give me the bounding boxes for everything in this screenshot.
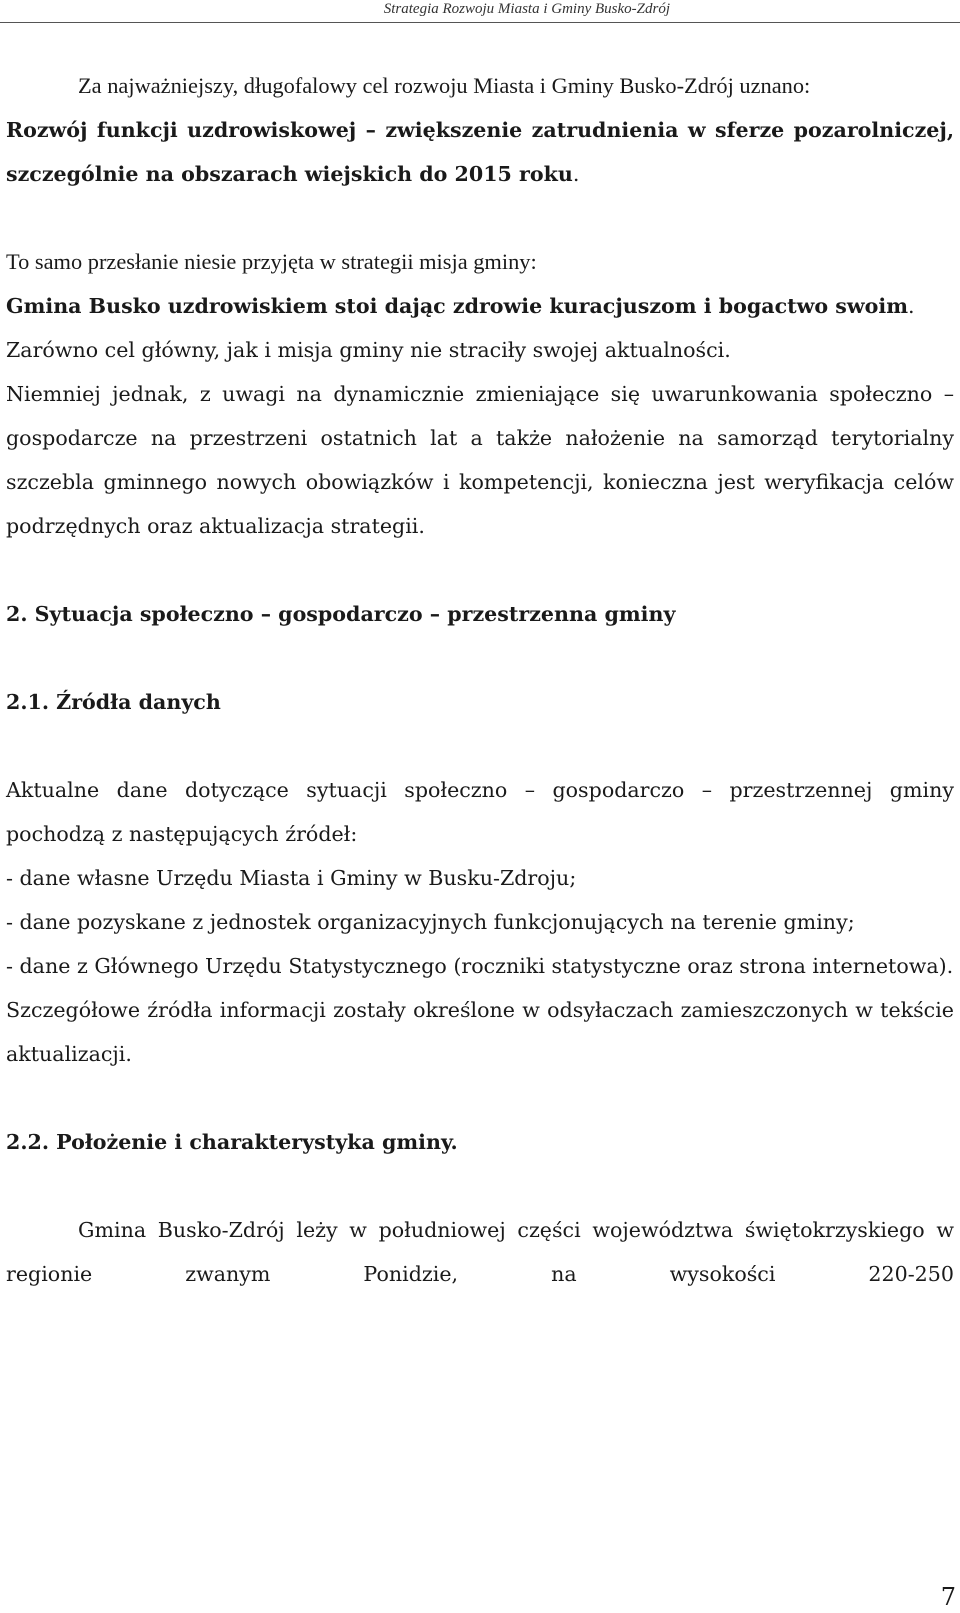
page-header: [0, 0, 960, 23]
spacer: [6, 1164, 954, 1208]
spacer: [6, 636, 954, 680]
details-paragraph: Szczegółowe źródła informacji zostały określone w odsyłaczach zamieszczonych w tekście aktualizacji.: [6, 998, 954, 1066]
document-body: [6, 64, 954, 1296]
both-current: Zarówno cel główny, jak i misja gminy nie straciły swojej aktualności.: [6, 338, 731, 362]
sources-paragraph: Aktualne dane dotyczące sytuacji społeczno – gospodarczo – przestrzennej gminy pochodzą z następujących źródeł:: [6, 778, 954, 846]
section-2-2-heading: 2.2. Położenie i charakterystyka gminy.: [6, 1130, 458, 1154]
main-goal-dot: .: [572, 162, 580, 186]
section-2-1-heading: 2.1. Źródła danych: [6, 690, 221, 714]
source-item-2: - dane pozyskane z jednostek organizacyjnych funkcjonujących na terenie gminy;: [6, 910, 855, 934]
source-item-1: - dane własne Urzędu Miasta i Gminy w Busku-Zdroju;: [6, 866, 577, 890]
intro-lead: Za najważniejszy, długofalowy cel rozwoju Miasta i Gminy Busko-Zdrój uznano:: [78, 73, 811, 98]
main-goal: [6, 108, 954, 196]
mission-text: Gmina Busko uzdrowiskiem stoi dając zdrowie kuracjuszom i bogactwo swoim: [6, 294, 908, 318]
spacer: [6, 724, 954, 768]
page-number: 7: [940, 1583, 956, 1611]
mission: [6, 284, 954, 328]
mission-dot: .: [907, 294, 915, 318]
location-paragraph: Gmina Busko-Zdrój leży w południowej części województwa świętokrzyskiego w regionie zwanym Ponidzie, na wysokości 220-250: [6, 1218, 954, 1286]
spacer: [6, 196, 954, 240]
running-title: Strategia Rozwoju Miasta i Gminy Busko-Zdrój: [383, 1, 670, 17]
source-item-3: - dane z Głównego Urzędu Statystycznego (roczniki statystyczne oraz strona internetowa).: [6, 954, 954, 978]
mission-lead: To samo przesłanie niesie przyjęta w strategii misja gminy:: [6, 249, 537, 274]
spacer: [6, 1076, 954, 1120]
section-2-heading: 2. Sytuacja społeczno – gospodarczo – przestrzenna gminy: [6, 602, 676, 626]
main-goal-text: Rozwój funkcji uzdrowiskowej – zwiększenie zatrudnienia w sferze pozarolniczej, szczególnie na obszarach wiejskich do 2015 roku: [6, 118, 954, 186]
spacer: [6, 548, 954, 592]
however-paragraph: Niemniej jednak, z uwagi na dynamicznie zmieniające się uwarunkowania społeczno – gospodarcze na przestrzeni ostatnich lat a także nałożenie na samorząd terytorialny szczebla gminnego nowych obowiązków i kompetencji, konieczna jest weryfikacja celów podrzędnych oraz aktualizacja strategii.: [6, 382, 954, 538]
